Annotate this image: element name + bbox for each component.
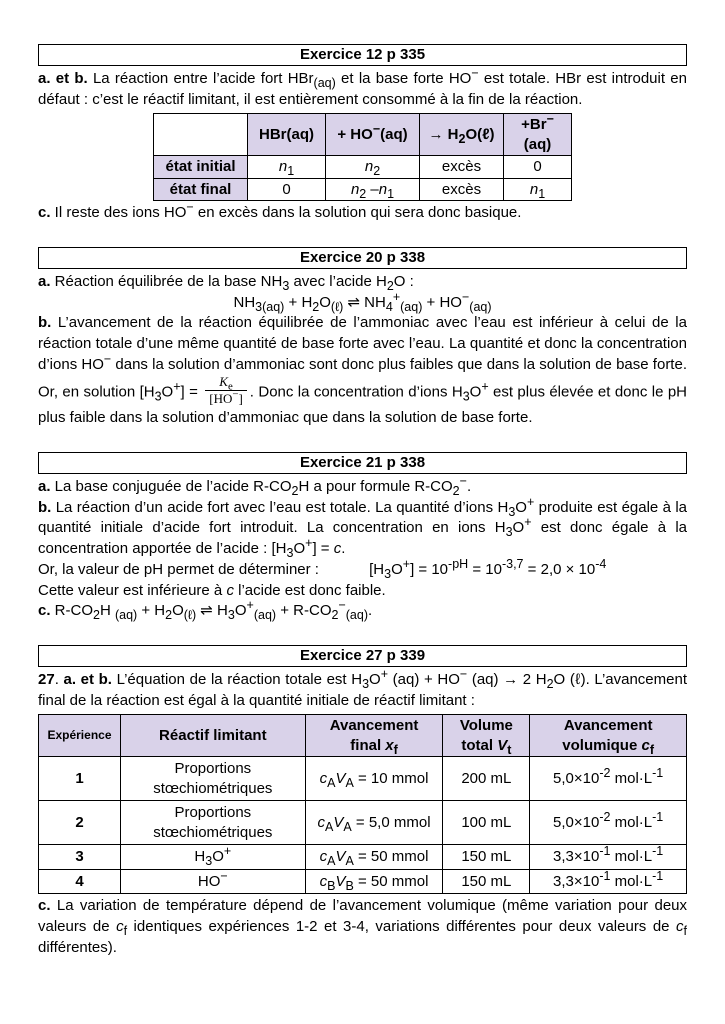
table-header-cell: Avancement final $x_f$ bbox=[305, 715, 443, 757]
experiments-table bbox=[38, 714, 687, 894]
exercise-27-title: Exercice 27 p 339 bbox=[299, 646, 426, 664]
reaction-progress-table bbox=[153, 113, 572, 201]
exercise-21-conclusion-line: Cette valeur est inférieure à c l’acide est donc faible. bbox=[38, 581, 386, 599]
table-header-cell: Avancement volumique $c_f$ bbox=[530, 715, 687, 757]
exercise-21-title: Exercice 21 p 338 bbox=[299, 454, 426, 472]
row-label-cell: état final bbox=[154, 178, 248, 201]
exercise-20-title-box bbox=[38, 247, 687, 269]
table-cell: $5,0\times 10^{-2}$ $mol\cdot L^{-1}$ bbox=[530, 801, 687, 845]
table-cell: excès bbox=[420, 178, 504, 201]
exercise-20-paragraph-b: b. L’avancement de la réaction équilibrée de l’ammoniac avec l’eau est inférieur à celui de la réaction totale d’une même quantité de base forte avec l’eau. La quantité et donc la concentration d’ions HO− dans la solution d’ammoniac sont donc plus faibles que dans la solution de base forte. Or, en solution $[H_3O^+]$ = $\frac{K_e}{[HO^-]}$ . Donc la concentration d’ions $H_3O^+$ est plus élevée et donc le pH plus faible dans la solution d’ammoniac que dans la solution de base forte. bbox=[38, 314, 687, 427]
ph-calculation-label: Or, la valeur de pH permet de déterminer : bbox=[38, 560, 319, 578]
table-row-final-state bbox=[154, 178, 572, 201]
exercise-12-paragraph-ab: a. et b. La réaction entre l’acide fort HBr$_{(aq)}$ et la base forte HO− est totale. HBr est introduit en défaut : c’est le réactif limitant, il est entièrement consommé à la fin de la réaction. bbox=[38, 66, 687, 108]
table-cell: Proportions stœchiométriques bbox=[120, 801, 305, 845]
exercise-12-section bbox=[38, 44, 687, 224]
table-corner-cell bbox=[154, 114, 248, 156]
exercise-21-title-box bbox=[38, 452, 687, 474]
table-header-cell: → $H_2O(\ell)$ bbox=[420, 114, 504, 156]
table-cell: 150 mL bbox=[443, 869, 530, 894]
table-cell: $c_AV_A = 10$ mmol bbox=[305, 757, 443, 801]
exercise-12-paragraph-c: c. Il reste des ions HO− en excès dans la solution qui sera donc basique. bbox=[38, 200, 522, 222]
ph-calculation-formula: $[H_3O^+] = 10^{-pH} = 10^{-3,7} = 2,0 \times 10^{-4}$ bbox=[369, 556, 607, 581]
exercise-20-title: Exercice 20 p 338 bbox=[299, 249, 426, 267]
table-row-experiment-3 bbox=[39, 845, 687, 870]
table-cell: 0 bbox=[504, 156, 572, 179]
table-header-row bbox=[154, 114, 572, 156]
table-cell: 200 mL bbox=[443, 757, 530, 801]
exercise-20-paragraph-a: a. Réaction équilibrée de la base $NH_3$ avec l’acide $H_2O$ : bbox=[38, 273, 414, 294]
table-row-experiment-1 bbox=[39, 757, 687, 801]
table-cell: $n_1$ bbox=[504, 178, 572, 201]
ph-calculation-line bbox=[38, 556, 687, 581]
table-header-cell: Expérience bbox=[39, 715, 121, 757]
table-header-cell: +Br−(aq) bbox=[504, 114, 572, 156]
exercise-21-paragraph-b: b. La réaction d’un acide fort avec l’eau est totale. La quantité d’ions $H_3O^+$ produite est égale à la quantité initiale d’acide fort introduit. La concentration en ions $H_3O^+$ est donc égale à la concentration apportée de l’acide : $[H_3O^+] = c$. bbox=[38, 494, 688, 561]
exercise-21-paragraph-a: a. La base conjuguée de l’acide $R-CO_2H$ a pour formule $R-CO_2^-$. bbox=[38, 474, 472, 499]
row-label-cell: état initial bbox=[154, 156, 248, 179]
exercise-12-title-box bbox=[38, 44, 687, 66]
table-cell: 0 bbox=[248, 178, 326, 201]
table-cell: excès bbox=[420, 156, 504, 179]
table-header-cell: Volume total $V_t$ bbox=[443, 715, 530, 757]
table-header-cell: + HO−(aq) bbox=[326, 114, 420, 156]
exercise-20-section bbox=[38, 247, 687, 429]
exercise-27-paragraph-ab: 27. a. et b. L’équation de la réaction totale est $H_3O^+$ (aq) + HO− (aq) → 2 $H_2O$ (ℓ). L’avancement final de la réaction est égal à la quantité initiale de réactif limitant : bbox=[38, 666, 687, 709]
table-cell: $3,3\times 10^{-1}$ $mol\cdot L^{-1}$ bbox=[530, 869, 687, 894]
table-cell: $c_BV_B = 50$ mmol bbox=[305, 869, 443, 894]
table-cell: Proportions stœchiométriques bbox=[120, 757, 305, 801]
table-row-experiment-2 bbox=[39, 801, 687, 845]
exercise-27-paragraph-c: c. La variation de température dépend de l’avancement volumique (même variation pour deux valeurs de $c_f$ identiques expériences 1-2 et 3-4, variations différentes pour deux valeurs de $c_f$ différentes). bbox=[38, 897, 687, 956]
table-cell: $H_3O^+$ bbox=[120, 845, 305, 870]
table-cell: $n_1$ bbox=[248, 156, 326, 179]
table-header-cell: Réactif limitant bbox=[120, 715, 305, 757]
table-cell: 1 bbox=[39, 757, 121, 801]
table-cell: $c_AV_A = 50$ mmol bbox=[305, 845, 443, 870]
table-header-row bbox=[39, 715, 687, 757]
exercise-21-paragraph-c: c. $R-CO_2H$ $_{(aq)} + H_2O_{(\ell)}$ ⇌ $H_3O^+_{(aq)} + R-CO_2^-_{(aq)}$. bbox=[38, 598, 373, 623]
table-cell: 4 bbox=[39, 869, 121, 894]
table-cell: $n_2$ $-n_1$ bbox=[326, 178, 420, 201]
exercise-12-title: Exercice 12 p 335 bbox=[299, 46, 426, 63]
exercise-27-title-box bbox=[38, 645, 687, 667]
nh3-water-equation: $NH_{3(aq)} + H_2O_{(\ell)}$ ⇌ $NH_4^+_{(aq)} + HO^-_{(aq)}$ bbox=[233, 289, 492, 314]
table-cell: $3,3\times 10^{-1}$ $mol\cdot L^{-1}$ bbox=[530, 845, 687, 870]
table-cell: 2 bbox=[39, 801, 121, 845]
table-cell: $c_AV_A = 5,0$ mmol bbox=[305, 801, 443, 845]
table-cell: HO− bbox=[120, 869, 305, 894]
table-cell: $5,0\times 10^{-2}$ $mol\cdot L^{-1}$ bbox=[530, 757, 687, 801]
table-cell: 100 mL bbox=[443, 801, 530, 845]
table-cell: 3 bbox=[39, 845, 121, 870]
table-row-experiment-4 bbox=[39, 869, 687, 894]
table-row-initial-state bbox=[154, 156, 572, 179]
table-cell: 150 mL bbox=[443, 845, 530, 870]
exercise-21-section bbox=[38, 452, 687, 622]
table-cell: $n_2$ bbox=[326, 156, 420, 179]
exercise-27-section bbox=[38, 645, 687, 958]
table-header-cell: HBr(aq) bbox=[248, 114, 326, 156]
